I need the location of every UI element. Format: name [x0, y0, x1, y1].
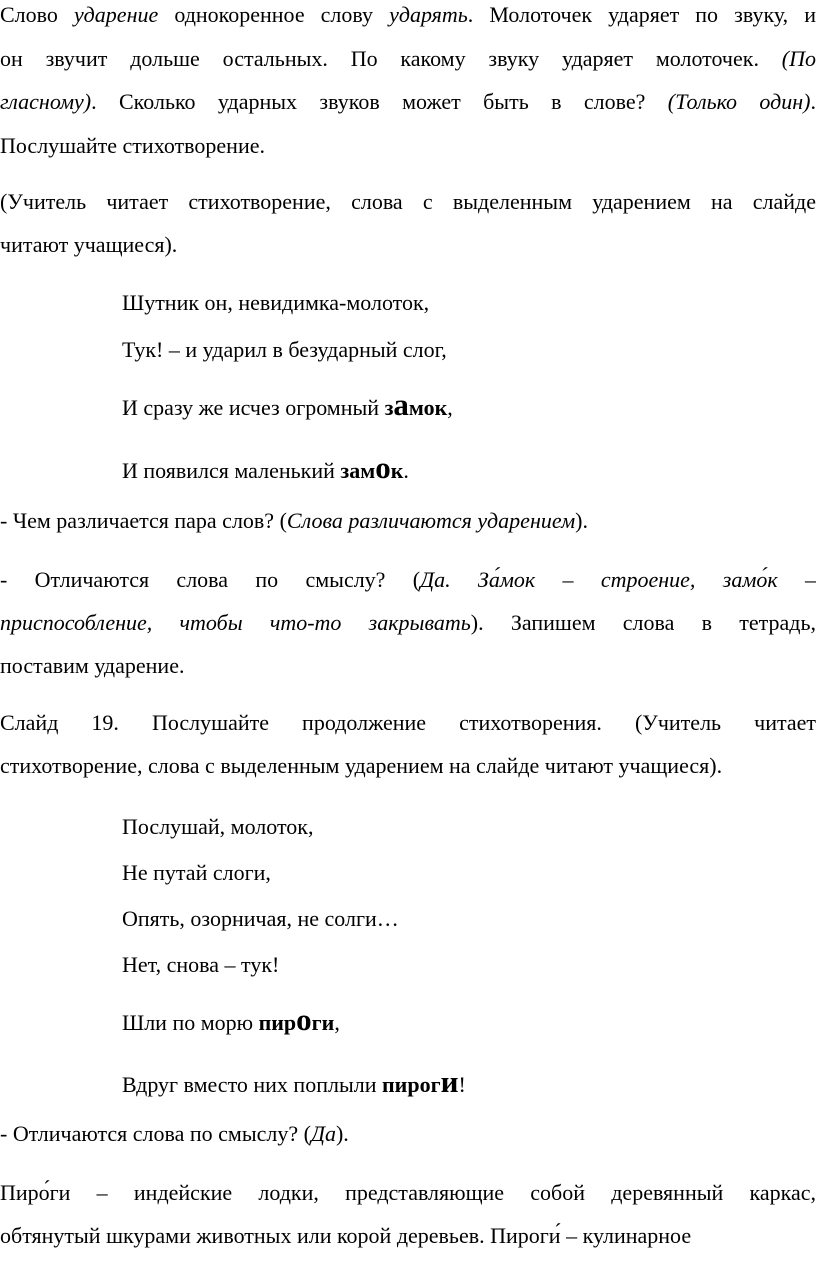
text-segment: - Отличаются слова по смыслу? ( [0, 567, 421, 592]
stressed-word-part: з [384, 395, 394, 420]
poem2-line-6 [122, 1064, 466, 1100]
question-3 [0, 1119, 349, 1149]
stressed-word-part: пирог [382, 1072, 441, 1097]
stressed-vowel: и [440, 1064, 459, 1099]
text-segment: , [334, 1010, 340, 1035]
poem2-line-1: Послушай, молоток, [122, 814, 314, 839]
text-segment: . Молоточек ударяет по звуку, и [467, 2, 816, 27]
text-segment: . [403, 458, 409, 483]
stressed-word-part: мок [408, 395, 448, 420]
question-2-line-3: поставим ударение. [0, 653, 185, 678]
stressed-word-part: зам [340, 458, 376, 483]
pirogi-definition-line-1: Пиро́ги – индейские лодки, представляющие собой деревянный каркас, [0, 1180, 816, 1205]
slide-19-line-1: Слайд 19. Послушайте продолжение стихотворения. (Учитель читает [0, 710, 816, 735]
paragraph-intro-line-3 [0, 87, 816, 117]
italic-answer: гласному) [0, 89, 92, 114]
text-segment: . [810, 89, 816, 114]
paragraph-intro-line-2 [0, 44, 816, 74]
text-segment: . Сколько ударных звуков может быть в слове? [91, 89, 668, 114]
text-segment: ). [335, 1121, 349, 1146]
stressed-vowel: о [296, 1002, 312, 1037]
poem2-line-4: Нет, снова – тук! [122, 952, 280, 977]
paragraph-intro-line-1 [0, 0, 816, 30]
teacher-note-line-1: (Учитель читает стихотворение, слова с выделенным ударением на слайде [0, 189, 816, 214]
italic-word: ударение [73, 2, 159, 27]
stressed-word-part: пир [258, 1010, 297, 1035]
italic-answer: Да. За́мок – строение, замо́к – [420, 567, 816, 592]
poem2-line-2: Не путай слоги, [122, 860, 271, 885]
pirogi-definition-line-2: обтянутый шкурами животных или корой деревьев. Пироги́ – кулинарное [0, 1223, 692, 1248]
stressed-word-part: к [390, 458, 404, 483]
text-segment: он звучит дольше остальных. По какому звуку ударяет молоточек. [0, 46, 782, 71]
text-segment: - Отличаются слова по смыслу? ( [0, 1121, 311, 1146]
text-segment: ). [575, 508, 588, 533]
text-segment: Вдруг вместо них поплыли [122, 1072, 382, 1097]
poem1-line-4 [122, 450, 409, 486]
paragraph-intro-line-4: Послушайте стихотворение. [0, 133, 265, 158]
stressed-word-part: ги [311, 1010, 335, 1035]
text-segment: Слово [0, 2, 74, 27]
poem1-line-1: Шутник он, невидимка-молоток, [122, 290, 430, 315]
poem2-line-3: Опять, озорничая, не солги… [122, 906, 399, 931]
text-segment: , [447, 395, 453, 420]
text-segment: - Чем различается пара слов? ( [0, 508, 287, 533]
question-2-line-1 [0, 565, 816, 595]
question-2-line-2 [0, 608, 816, 638]
poem1-line-3 [122, 387, 453, 423]
slide-19-line-2: стихотворение, слова с выделенным ударением на слайде читают учащиеся). [0, 753, 723, 778]
text-segment: Шли по морю [122, 1010, 259, 1035]
italic-answer: (Только один) [667, 89, 811, 114]
poem1-line-2: Тук! – и ударил в безударный слог, [122, 337, 447, 362]
italic-answer: приспособление, чтобы что-то закрывать [0, 610, 471, 635]
text-segment: ! [458, 1072, 466, 1097]
poem2-line-5 [122, 1002, 340, 1038]
italic-word: ударять [389, 2, 468, 27]
stressed-vowel: о [375, 450, 391, 485]
italic-answer: Слова различаются ударением [286, 508, 576, 533]
italic-answer: (По [781, 46, 816, 71]
text-segment: однокоренное слову [158, 2, 390, 27]
stressed-vowel: а [393, 387, 409, 422]
question-1 [0, 506, 588, 536]
teacher-note-line-2: читают учащиеся). [0, 232, 178, 257]
text-segment: И сразу же исчез огромный [122, 395, 385, 420]
text-segment: ). Запишем слова в тетрадь, [470, 610, 816, 635]
italic-answer: Да [310, 1121, 336, 1146]
text-segment: И появился маленький [122, 458, 341, 483]
